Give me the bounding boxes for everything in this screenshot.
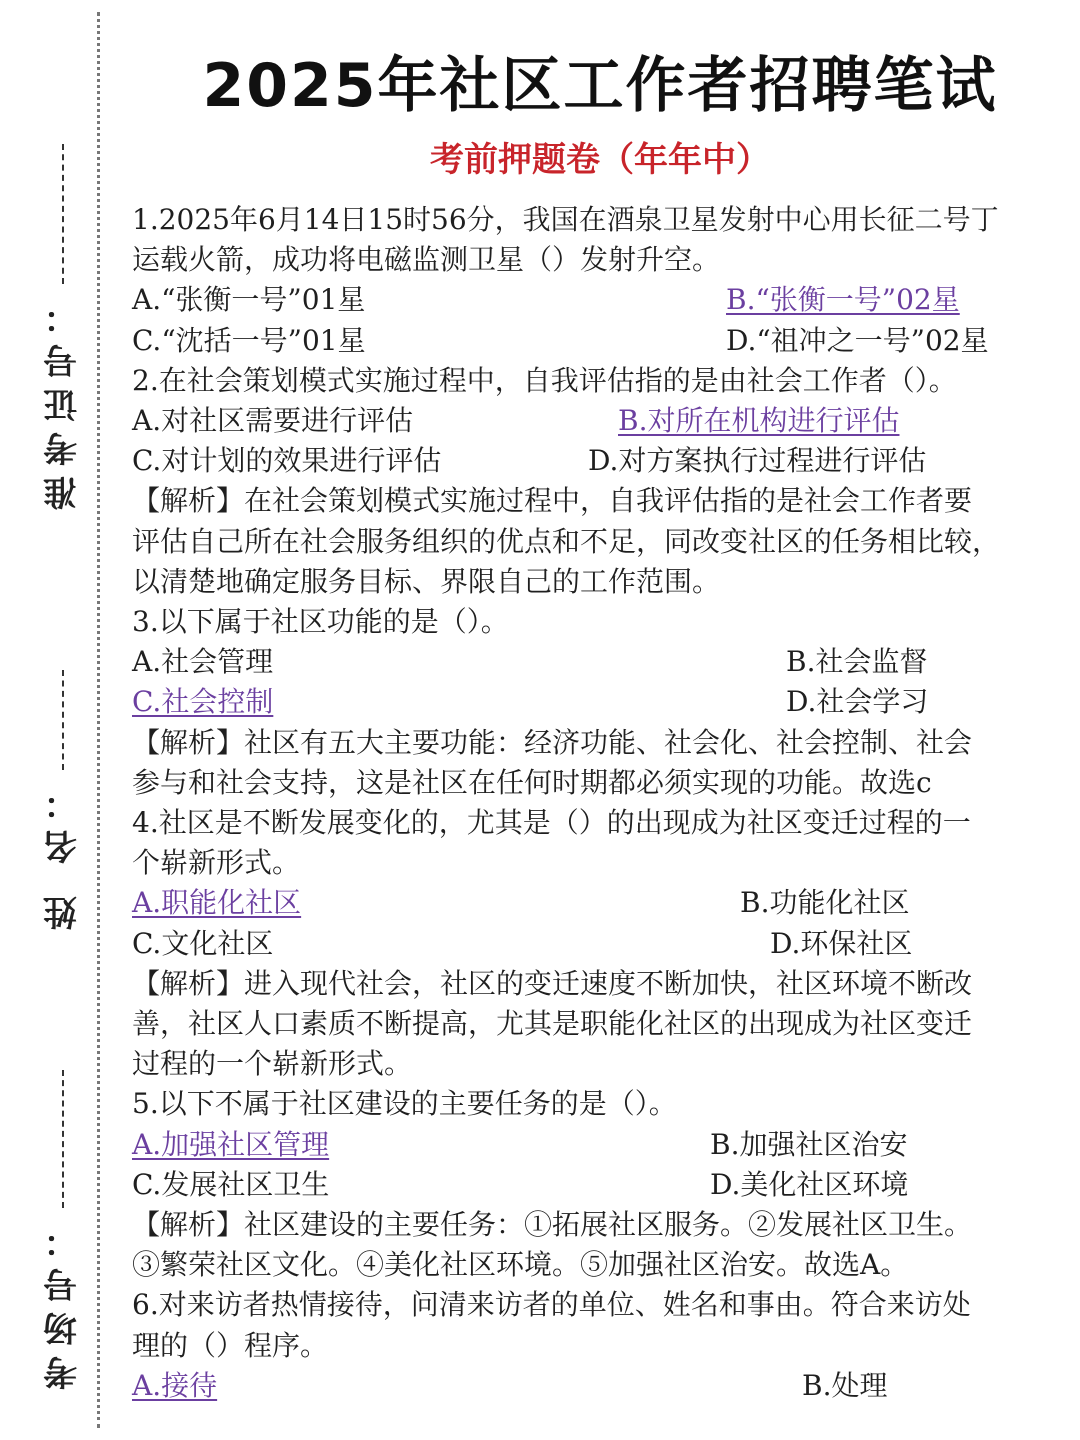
option-a-answer: A.职能化社区 (132, 886, 302, 920)
option-b-answer: B.对所在机构进行评估 (618, 403, 900, 437)
question-stem-line: 理的（）程序。 (132, 1328, 329, 1362)
name-label: 姓 名： (43, 776, 84, 930)
option-row (132, 401, 1062, 441)
option-d: D.环保社区 (770, 926, 913, 960)
question-4 (132, 803, 1062, 1084)
question-3 (132, 602, 1062, 803)
question-stem-line: 3.以下属于社区功能的是（）。 (132, 604, 509, 638)
room-field (28, 1070, 98, 1390)
question-1 (132, 200, 1062, 361)
option-row (132, 682, 1062, 722)
analysis-line: ③繁荣社区文化。④美化社区环境。⑤加强社区治安。故选A。 (132, 1248, 909, 1282)
option-d: D.“祖冲之一号”02星 (726, 323, 989, 357)
option-a-answer: A.接待 (132, 1368, 218, 1402)
option-c: C.文化社区 (132, 926, 274, 960)
question-2 (132, 361, 1062, 602)
option-b: B.社会监督 (786, 645, 928, 679)
question-5 (132, 1084, 1062, 1285)
exam-id-blank (62, 144, 64, 284)
option-c: C.发展社区卫生 (132, 1167, 330, 1201)
question-stem-line: 6.对来访者热情接待，问清来访者的单位、姓名和事由。符合来访处 (132, 1288, 971, 1322)
binding-margin (0, 0, 100, 1440)
name-blank (62, 670, 64, 770)
question-list (132, 200, 1062, 1406)
room-label: 考场号： (43, 1214, 84, 1390)
name-field (28, 670, 98, 930)
option-c-answer: C.社会控制 (132, 685, 274, 719)
option-row (132, 321, 1062, 361)
option-row (132, 883, 1062, 923)
option-c: C.对计划的效果进行评估 (132, 444, 442, 478)
analysis-line: 【解析】社区有五大主要功能：经济功能、社会化、社会控制、社会 (132, 725, 973, 759)
question-stem-line: 1.2025年6月14日15时56分，我国在酒泉卫星发射中心用长征二号丁 (132, 203, 999, 236)
option-row (132, 1366, 1062, 1406)
question-6 (132, 1285, 1062, 1406)
room-blank (62, 1070, 64, 1208)
analysis-line: 以清楚地确定服务目标、界限自己的工作范围。 (132, 564, 721, 598)
analysis-line: 参与和社会支持，这是社区在任何时期都必须实现的功能。故选c (132, 765, 932, 799)
option-a: A.社会管理 (132, 645, 274, 679)
option-row (132, 1125, 1062, 1165)
option-row (132, 924, 1062, 964)
option-d: D.美化社区环境 (710, 1167, 909, 1201)
analysis-line: 【解析】社区建设的主要任务：①拓展社区服务。②发展社区卫生。 (132, 1207, 973, 1241)
analysis-line: 评估自己所在社会服务组织的优点和不足，同改变社区的任务相比较， (132, 524, 1001, 558)
option-d: D.对方案执行过程进行评估 (588, 444, 927, 478)
question-stem-line: 4.社区是不断发展变化的，尤其是（）的出现成为社区变迁过程的一 (132, 805, 971, 839)
analysis-line: 【解析】进入现代社会，社区的变迁速度不断加快，社区环境不断改 (132, 966, 973, 1000)
question-stem-line: 运载火箭，成功将电磁监测卫星（）发射升空。 (132, 243, 721, 277)
option-b: B.功能化社区 (740, 886, 910, 920)
option-c: C.“沈括一号”01星 (132, 323, 366, 357)
option-a: A.“张衡一号”01星 (132, 283, 366, 317)
page-title: 2025年社区工作者招聘笔试 (202, 51, 998, 121)
option-b: B.处理 (802, 1368, 888, 1402)
analysis-line: 【解析】在社会策划模式实施过程中，自我评估指的是社会工作者要 (132, 484, 973, 518)
option-b: B.加强社区治安 (710, 1127, 908, 1161)
analysis-line: 善，社区人口素质不断提高，尤其是职能化社区的出现成为社区变迁 (132, 1006, 973, 1040)
question-stem-line: 个崭新形式。 (132, 846, 301, 880)
option-row (132, 642, 1062, 682)
page-subtitle: 考前押题卷（年年中） (430, 140, 770, 180)
option-row (132, 280, 1062, 320)
option-a-answer: A.加强社区管理 (132, 1127, 330, 1161)
option-row (132, 441, 1062, 481)
exam-id-field (28, 130, 98, 510)
option-row (132, 1165, 1062, 1205)
option-d: D.社会学习 (786, 685, 929, 719)
question-stem-line: 2.在社会策划模式实施过程中，自我评估指的是由社会工作者（）。 (132, 363, 957, 397)
option-a: A.对社区需要进行评估 (132, 403, 414, 437)
question-stem-line: 5.以下不属于社区建设的主要任务的是（）。 (132, 1087, 677, 1121)
option-b-answer: B.“张衡一号”02星 (726, 283, 960, 317)
analysis-line: 过程的一个崭新形式。 (132, 1047, 413, 1081)
exam-id-label: 准考证号： (43, 290, 84, 510)
